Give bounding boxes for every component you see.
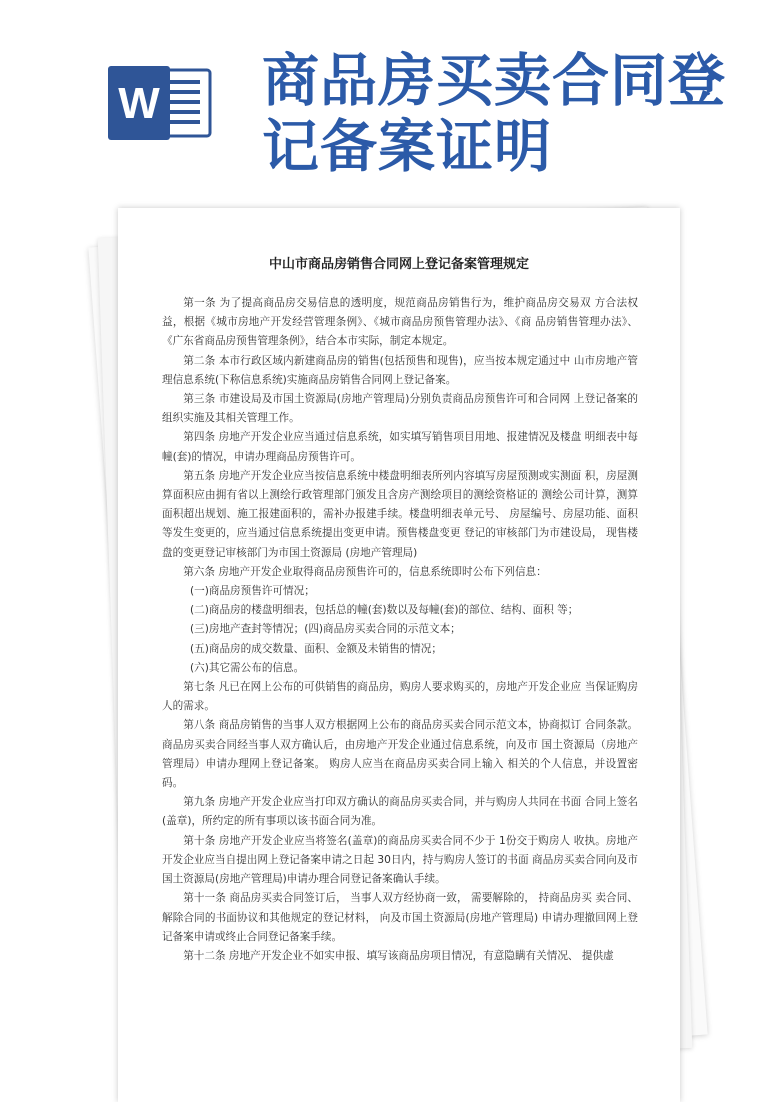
page-title-line-2: 记备案证明 [262,114,552,180]
article-paragraph: 第七条 凡已在网上公布的可供销售的商品房，购房人要求购买的，房地产开发企业应 当保证购房人的需求。 [162,681,638,713]
article-paragraph: 第十二条 房地产开发企业不如实申报、填写该商品房项目情况，有意隐瞒有关情况、 提供虚 [183,949,614,962]
list-item: (三)房地产查封等情况；(四)商品房买卖合同的示范文本； [190,623,461,636]
article-paragraph: 第五条 房地产开发企业应当按信息系统中楼盘明细表所列内容填写房屋预测或实测面 积，房屋测算面积应由拥有省以上测绘行政管理部门颁发且含房产测绘项目的测绘资格证的 测绘公司计算，测算面积超出规划、施工报建面积的，需补办报建手续。楼盘明细表单元号、 房屋编号、房屋功能、面积等发生变更的，应当通过信息系统提出变更申请。预售楼盘变更 登记的审核部门为市建设局， 现售楼盘的变更登记审核部门为市国土资源局 (房地产管理局) [162,469,638,559]
article-paragraph: 第十一条 商品房买卖合同签订后， 当事人双方经协商一致， 需要解除的， 持商品房买 卖合同、解除合同的书面协议和其他规定的登记材料， 向及市国土资源局(房地产管理局) 申请办理撤回网上登记备案申请或终止合同登记备案手续。 [162,892,638,943]
list-item: (二)商品房的楼盘明细表，包括总的幢(套)数以及每幢(套)的部位、结构、面积 等； [190,604,579,617]
document-body [162,294,638,966]
article-paragraph: 第二条 本市行政区域内新建商品房的销售(包括预售和现售)，应当按本规定通过中 山市房地产管理信息系统(下称信息系统)实施商品房销售合同网上登记备案。 [162,354,638,386]
list-item: (五)商品房的成交数量、面积、金额及未销售的情况； [190,642,442,655]
word-logo-icon [108,66,212,140]
article-paragraph: 第九条 房地产开发企业应当打印双方确认的商品房买卖合同，并与购房人共同在书面 合同上签名(盖章)，所约定的所有事项以该书面合同为准。 [162,796,638,828]
page-title-line-1: 商品房买卖合同登 [262,48,726,114]
article-paragraph: 第六条 房地产开发企业取得商品房预售许可的，信息系统即时公布下列信息： [183,565,547,578]
document-title: 中山市商品房销售合同网上登记备案管理规定 [268,257,529,272]
word-logo-letter: W [118,79,160,128]
page-title [262,48,762,180]
article-paragraph: 第四条 房地产开发企业应当通过信息系统，如实填写销售项目用地、报建情况及楼盘 明细表中每幢(套)的情况，申请办理商品房预售许可。 [162,431,638,463]
article-paragraph: 第八条 商品房销售的当事人双方根据网上公布的商品房买卖合同示范文本，协商拟订 合同条款。商品房买卖合同经当事人双方确认后，由房地产开发企业通过信息系统，向及市 国土资源局（房地产管理局）申请办理网上登记备案。 购房人应当在商品房买卖合同上输入 相关的个人信息，并设置密码。 [162,719,638,790]
list-item: (一)商品房预售许可情况； [190,585,315,598]
list-item: (六)其它需公布的信息。 [190,661,305,674]
article-paragraph: 第十条 房地产开发企业应当将签名(盖章)的商品房买卖合同不少于 1份交于购房人 收执。房地产开发企业应当自提出网上登记备案申请之日起 30日内，持与购房人签订的书面 商品房买卖合同向及市国土资源局(房地产管理局)申请办理合同登记备案确认手续。 [162,834,638,886]
article-paragraph: 第三条 市建设局及市国土资源局(房地产管理局)分别负责商品房预售许可和合同网 上登记备案的组织实施及其相关管理工作。 [162,393,638,425]
article-paragraph: 第一条 为了提高商品房交易信息的透明度，规范商品房销售行为，维护商品房交易双 方合法权益，根据《城市房地产开发经营管理条例》、《城市商品房预售管理办法》、《商 品房销售管理办法》、《广东省商品房预售管理条例》，结合本市实际，制定本规定。 [162,297,638,348]
document-page [118,208,680,1102]
